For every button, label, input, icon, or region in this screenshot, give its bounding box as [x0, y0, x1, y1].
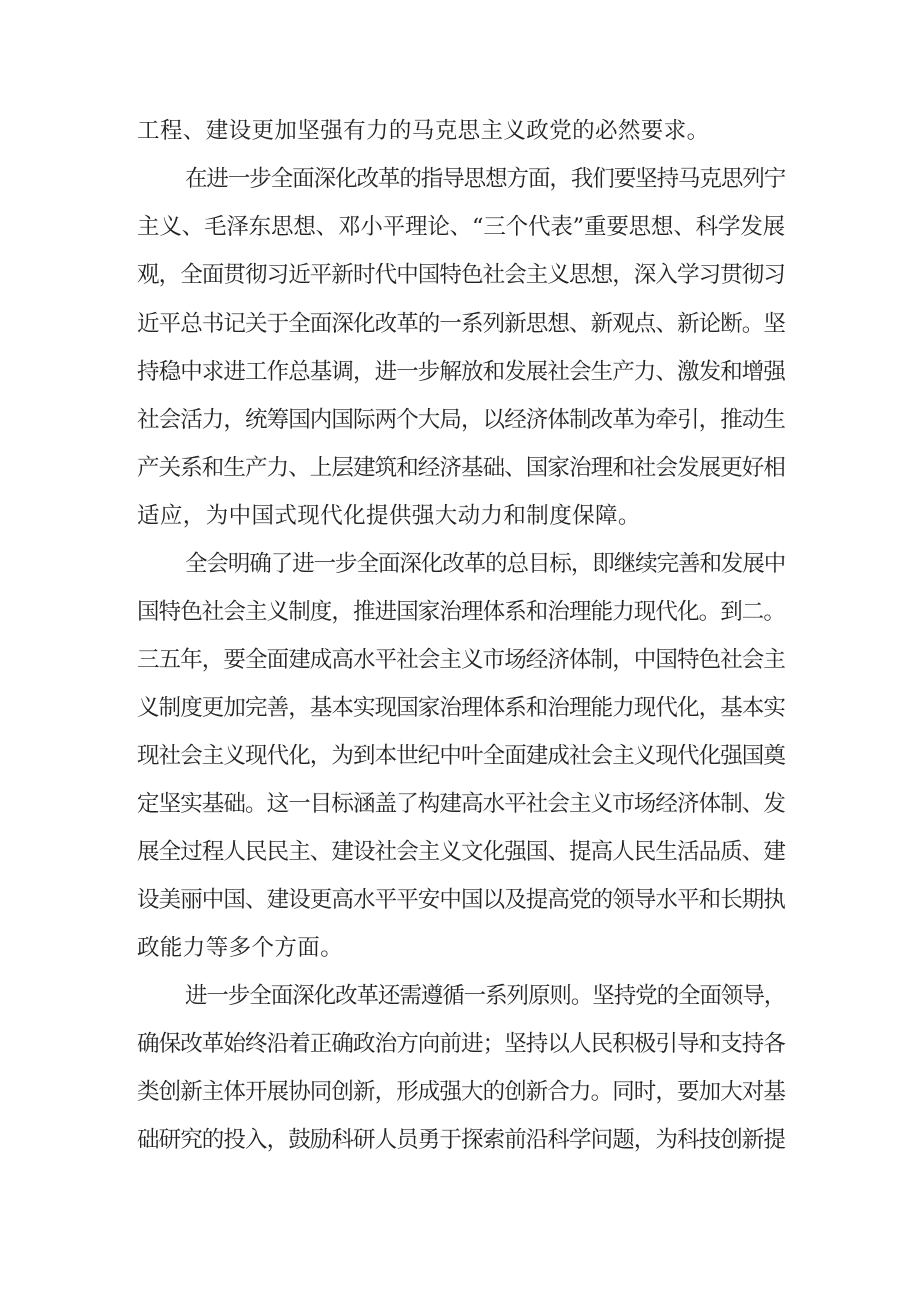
paragraph-first-line: 在进一步全面深化改革的指导思想方面，我们要坚持马克思列宁 [185, 166, 786, 192]
text-line: 国特色社会主义制度，推进国家治理体系和治理能力现代化。到二。 [137, 599, 786, 625]
paragraph-first-line: 全会明确了进一步全面深化改革的总目标，即继续完善和发展中 [185, 551, 786, 577]
text-line: 主义、毛泽东思想、邓小平理论、“三个代表”重要思想、科学发展 [137, 214, 786, 240]
text-line: 工程、建设更加坚强有力的马克思主义政党的必然要求。 [137, 118, 710, 144]
text-line: 适应，为中国式现代化提供强大动力和制度保障。 [137, 503, 641, 529]
paragraph-first-line: 进一步全面深化改革还需遵循一系列原则。坚持党的全面领导， [185, 983, 786, 1009]
text-line: 近平总书记关于全面深化改革的一系列新思想、新观点、新论断。坚 [137, 311, 786, 337]
text-line: 确保改革始终沿着正确政治方向前进；坚持以人民积极引导和支持各 [137, 1031, 786, 1057]
text-line: 础研究的投入，鼓励科研人员勇于探索前沿科学问题，为科技创新提 [137, 1127, 786, 1153]
text-line: 持稳中求进工作总基调，进一步解放和发展社会生产力、激发和增强 [137, 359, 786, 385]
text-line: 类创新主体开展协同创新，形成强大的创新合力。同时，要加大对基 [137, 1079, 786, 1105]
text-line: 社会活力，统筹国内国际两个大局，以经济体制改革为牵引，推动生 [137, 407, 786, 433]
text-line: 观，全面贯彻习近平新时代中国特色社会主义思想，深入学习贯彻习 [137, 262, 786, 288]
text-line: 产关系和生产力、上层建筑和经济基础、国家治理和社会发展更好相 [137, 455, 786, 481]
text-line: 设美丽中国、建设更高水平平安中国以及提高党的领导水平和长期执 [137, 887, 786, 913]
text-line: 义制度更加完善，基本实现国家治理体系和治理能力现代化，基本实 [137, 695, 786, 721]
text-line: 定坚实基础。这一目标涵盖了构建高水平社会主义市场经济体制、发 [137, 791, 786, 817]
text-line: 三五年，要全面建成高水平社会主义市场经济体制，中国特色社会主 [137, 647, 786, 673]
text-line: 展全过程人民民主、建设社会主义文化强国、提高人民生活品质、建 [137, 839, 786, 865]
text-line: 现社会主义现代化，为到本世纪中叶全面建成社会主义现代化强国奠 [137, 743, 786, 769]
text-line: 政能力等多个方面。 [137, 935, 344, 961]
